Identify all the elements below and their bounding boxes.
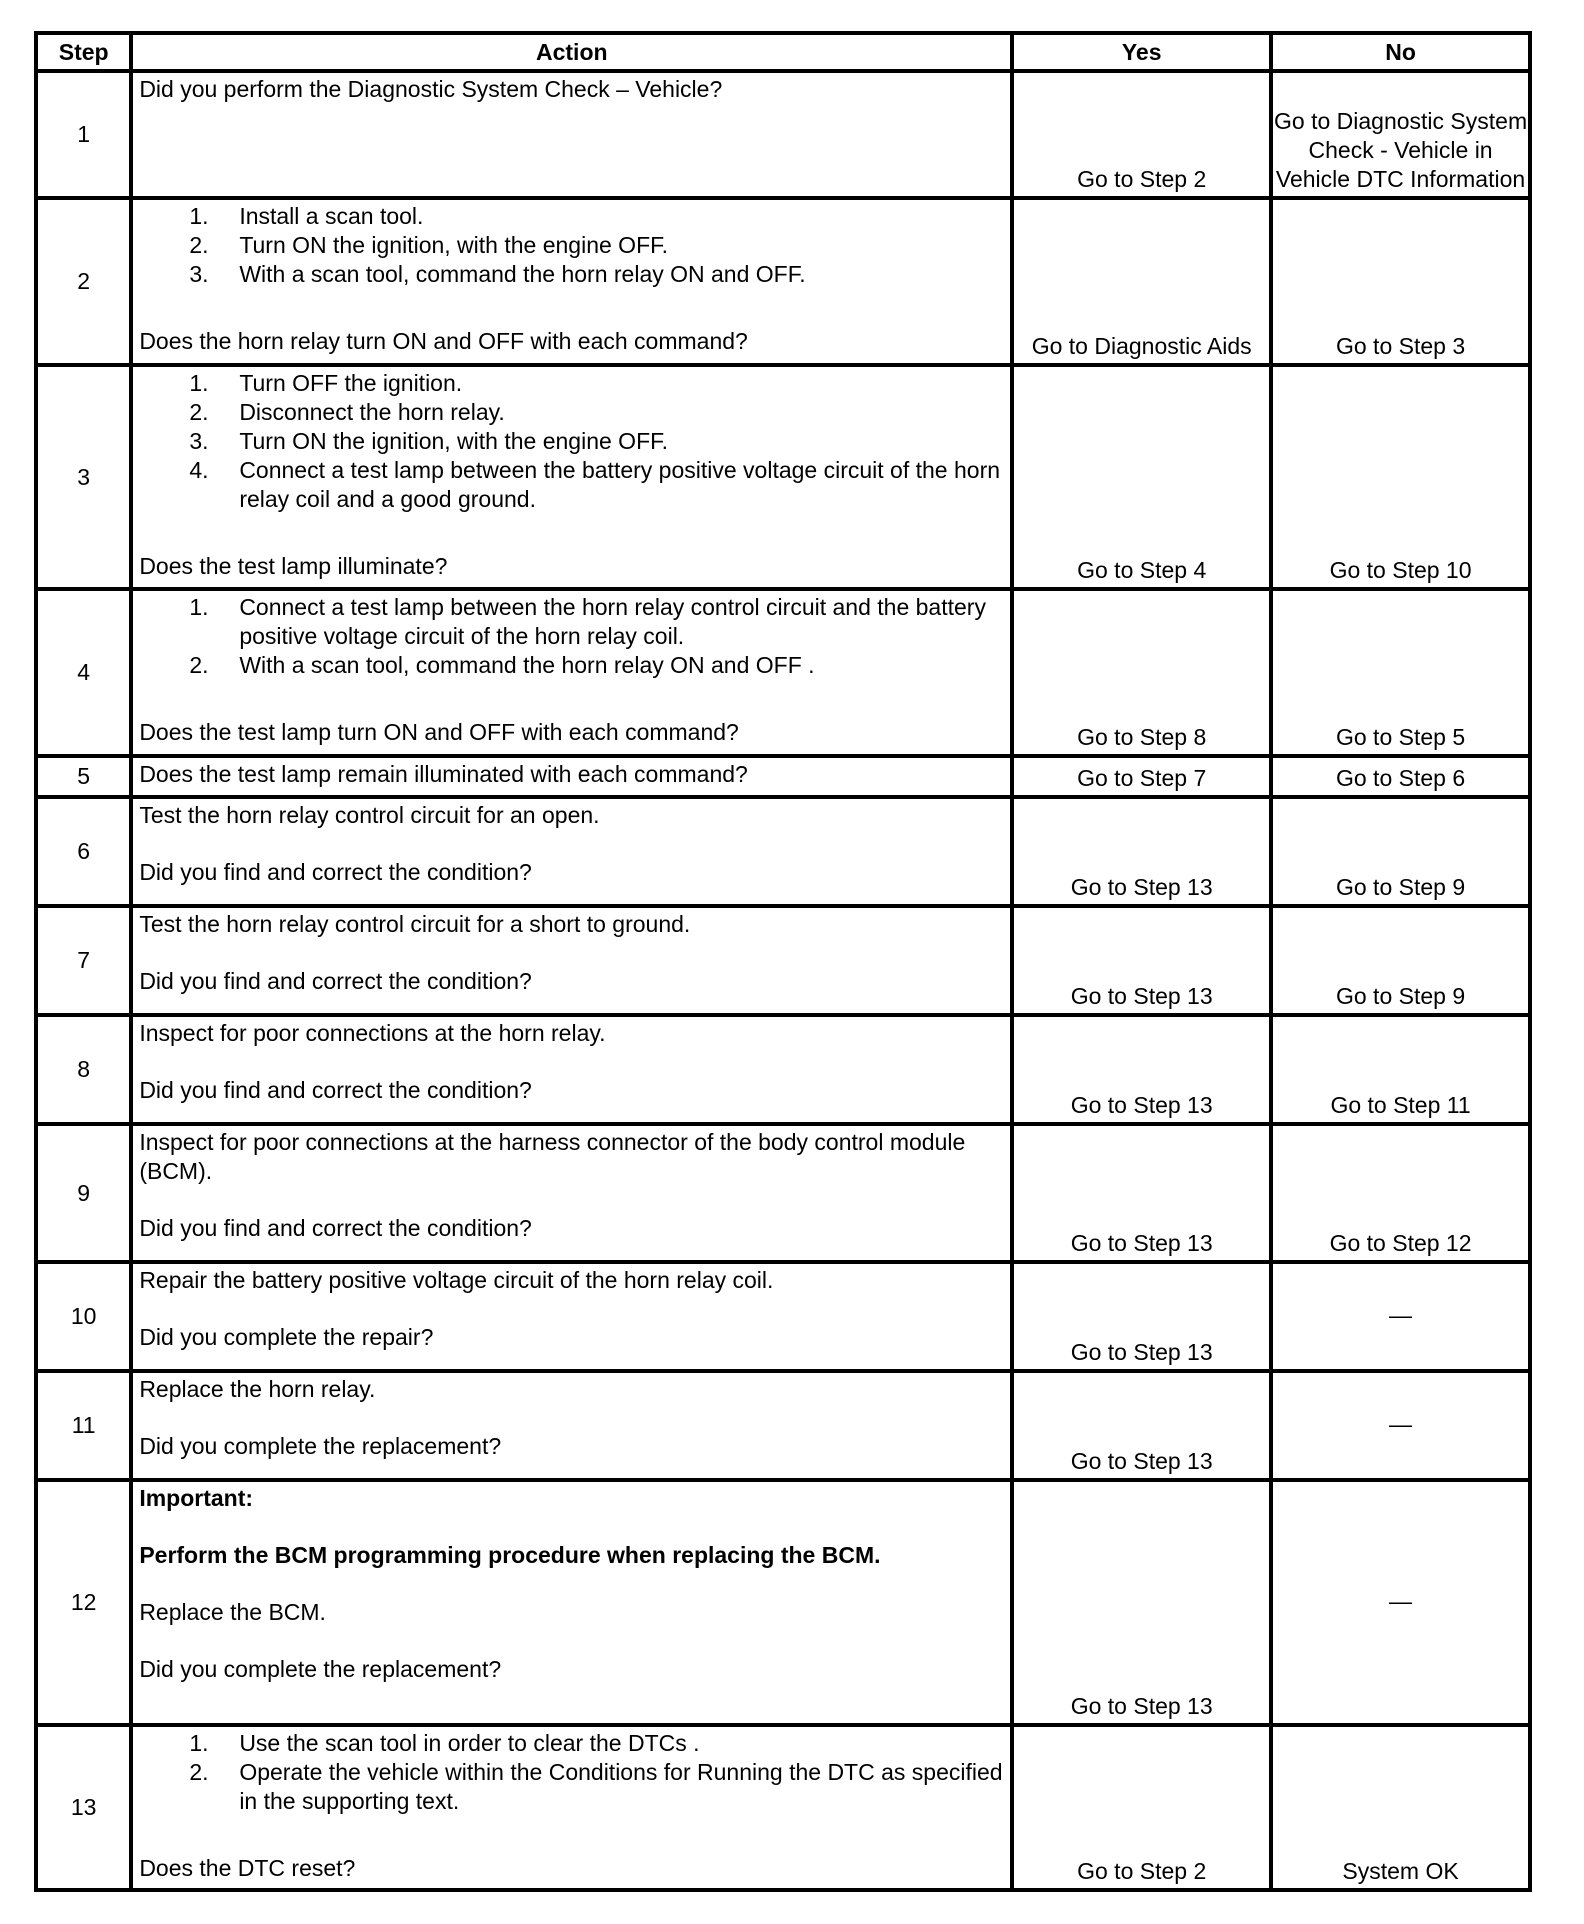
no-result: Go to Step 10 (1271, 365, 1530, 589)
no-result: Go to Diagnostic System Check - Vehicle in Vehicle DTC Information (1271, 71, 1530, 198)
action-cell (131, 756, 1012, 797)
list-item: 1. Turn OFF the ignition. (189, 370, 463, 396)
header-yes: Yes (1012, 33, 1271, 71)
action-list (139, 1729, 1006, 1816)
no-result: Go to Step 9 (1271, 797, 1530, 906)
yes-result: Go to Step 13 (1012, 797, 1271, 906)
step-number: 11 (36, 1371, 131, 1480)
question-text: Did you complete the replacement? (139, 1656, 502, 1682)
action-cell (131, 198, 1012, 365)
list-item: 2. Disconnect the horn relay. (189, 399, 505, 425)
step-number: 6 (36, 797, 131, 906)
no-result: System OK (1271, 1725, 1530, 1890)
step-number: 10 (36, 1262, 131, 1371)
table-row (36, 1725, 1530, 1890)
step-number: 1 (36, 71, 131, 198)
list-item: 2. With a scan tool, command the horn relay ON and OFF . (189, 652, 815, 678)
important-text: Perform the BCM programming procedure when replacing the BCM. (139, 1542, 881, 1568)
action-cell (131, 365, 1012, 589)
list-item: 4. Connect a test lamp between the battery positive voltage circuit of the horn relay coil and a good ground. (189, 457, 1001, 512)
question-text: Did you find and correct the condition? (139, 1215, 532, 1241)
action-cell (131, 1015, 1012, 1124)
action-cell (131, 1262, 1012, 1371)
action-list (139, 369, 1006, 514)
action-cell (131, 1124, 1012, 1262)
question-text: Did you complete the repair? (139, 1324, 434, 1350)
list-item: 2. Turn ON the ignition, with the engine OFF. (189, 232, 669, 258)
action-cell (131, 797, 1012, 906)
action-list (139, 593, 1006, 680)
table-row (36, 198, 1530, 365)
step-number: 7 (36, 906, 131, 1015)
question-text: Does the test lamp turn ON and OFF with each command? (139, 719, 739, 745)
question-text: Did you complete the replacement? (139, 1433, 502, 1459)
table-row (36, 1480, 1530, 1725)
question-text: Does the test lamp illuminate? (139, 553, 448, 579)
yes-result: Go to Step 13 (1012, 1480, 1271, 1725)
no-result: Go to Step 5 (1271, 589, 1530, 756)
yes-result: Go to Step 7 (1012, 756, 1271, 797)
yes-result: Go to Diagnostic Aids (1012, 198, 1271, 365)
question-text: Did you find and correct the condition? (139, 1077, 532, 1103)
step-number: 12 (36, 1480, 131, 1725)
instruction-text: Inspect for poor connections at the harness connector of the body control module (BCM). (139, 1129, 966, 1184)
question-text: Did you find and correct the condition? (139, 859, 532, 885)
instruction-text: Replace the horn relay. (139, 1376, 376, 1402)
instruction-text: Test the horn relay control circuit for a short to ground. (139, 911, 691, 937)
action-cell (131, 1725, 1012, 1890)
yes-result: Go to Step 4 (1012, 365, 1271, 589)
list-item: 1. Use the scan tool in order to clear the DTCs . (189, 1730, 700, 1756)
table-row (36, 1371, 1530, 1480)
yes-result: Go to Step 8 (1012, 589, 1271, 756)
action-cell (131, 1371, 1012, 1480)
instruction-text: Test the horn relay control circuit for an open. (139, 802, 600, 828)
yes-result: Go to Step 13 (1012, 1015, 1271, 1124)
instruction-text: Inspect for poor connections at the horn relay. (139, 1020, 606, 1046)
instruction-text: Replace the BCM. (139, 1599, 326, 1625)
step-number: 9 (36, 1124, 131, 1262)
no-result: — (1271, 1371, 1530, 1480)
no-result: Go to Step 9 (1271, 906, 1530, 1015)
table-row (36, 906, 1530, 1015)
question-text: Does the test lamp remain illuminated with each command? (139, 761, 748, 787)
yes-result: Go to Step 13 (1012, 906, 1271, 1015)
list-item: 1. Connect a test lamp between the horn relay control circuit and the battery positive voltage circuit of the horn relay coil. (189, 594, 986, 649)
table-row (36, 1262, 1530, 1371)
header-row (36, 33, 1530, 71)
action-cell (131, 589, 1012, 756)
step-number: 5 (36, 756, 131, 797)
header-action: Action (131, 33, 1012, 71)
no-result: Go to Step 11 (1271, 1015, 1530, 1124)
table-row (36, 1124, 1530, 1262)
table-row (36, 589, 1530, 756)
list-item: 1. Install a scan tool. (189, 203, 424, 229)
yes-result: Go to Step 2 (1012, 1725, 1271, 1890)
no-result: Go to Step 3 (1271, 198, 1530, 365)
yes-result: Go to Step 13 (1012, 1262, 1271, 1371)
question-text: Did you perform the Diagnostic System Check – Vehicle? (139, 76, 723, 102)
list-item: 3. Turn ON the ignition, with the engine OFF. (189, 428, 669, 454)
diagnostic-table (34, 31, 1532, 1892)
no-result: — (1271, 1480, 1530, 1725)
header-no: No (1271, 33, 1530, 71)
important-label: Important: (139, 1485, 254, 1511)
no-result: Go to Step 12 (1271, 1124, 1530, 1262)
table-row (36, 1015, 1530, 1124)
step-number: 3 (36, 365, 131, 589)
table-row (36, 756, 1530, 797)
action-cell (131, 71, 1012, 198)
step-number: 8 (36, 1015, 131, 1124)
yes-result: Go to Step 13 (1012, 1371, 1271, 1480)
no-result: Go to Step 6 (1271, 756, 1530, 797)
no-result: — (1271, 1262, 1530, 1371)
header-step: Step (36, 33, 131, 71)
step-number: 13 (36, 1725, 131, 1890)
question-text: Does the horn relay turn ON and OFF with each command? (139, 328, 748, 354)
table-row (36, 797, 1530, 906)
question-text: Did you find and correct the condition? (139, 968, 532, 994)
table-row (36, 365, 1530, 589)
step-number: 2 (36, 198, 131, 365)
yes-result: Go to Step 2 (1012, 71, 1271, 198)
table-row (36, 71, 1530, 198)
action-list (139, 202, 1006, 289)
step-number: 4 (36, 589, 131, 756)
action-cell (131, 1480, 1012, 1725)
list-item: 3. With a scan tool, command the horn relay ON and OFF. (189, 261, 806, 287)
yes-result: Go to Step 13 (1012, 1124, 1271, 1262)
question-text: Does the DTC reset? (139, 1855, 356, 1881)
action-cell (131, 906, 1012, 1015)
list-item: 2. Operate the vehicle within the Conditions for Running the DTC as specified in the supporting text. (189, 1759, 1003, 1814)
instruction-text: Repair the battery positive voltage circuit of the horn relay coil. (139, 1267, 774, 1293)
